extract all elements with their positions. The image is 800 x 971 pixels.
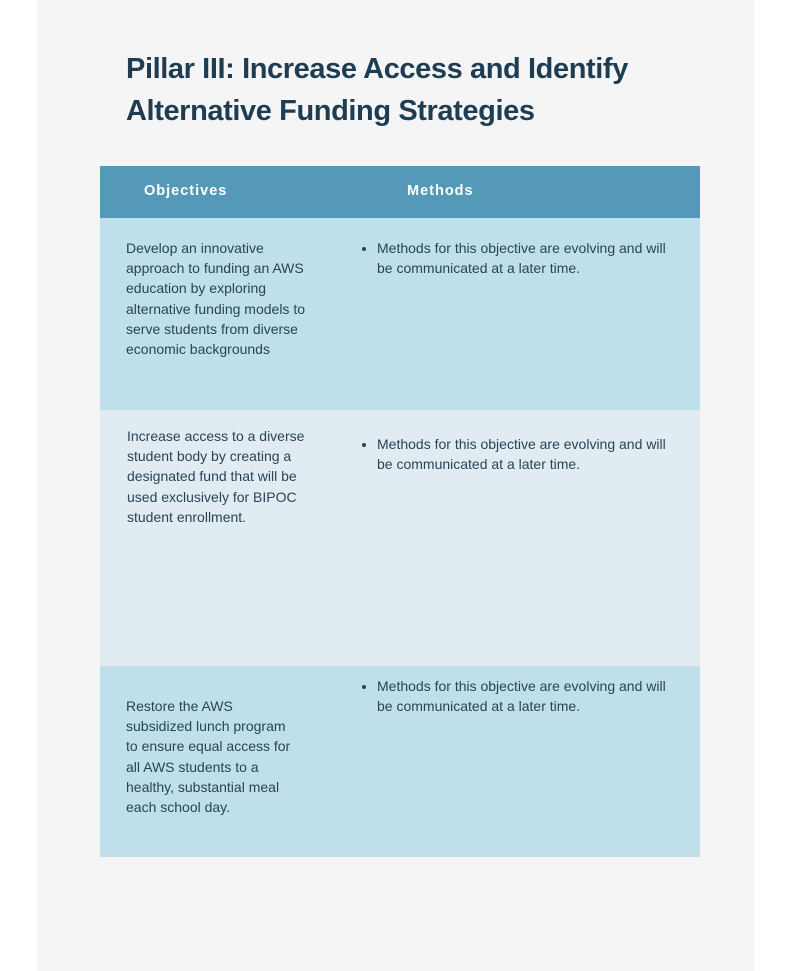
table-row [100,410,700,666]
table-row [100,218,700,410]
table-header [100,166,700,218]
objective-cell: Increase access to a diverse student body by creating a designated fund that will be used exclusively for BIPOC student enrollment. [127,428,305,525]
page-title: Pillar III: Increase Access and Identify Alternative Funding Strategies [126,53,628,127]
table-row [100,666,700,857]
objective-cell: Restore the AWS subsidized lunch program to ensure equal access for all AWS students to a healthy, substantial meal each school day. [126,698,291,816]
methods-list [359,434,677,474]
methods-list [359,238,677,278]
objectives-table [100,166,700,857]
methods-list [359,676,677,716]
method-item: • Methods for this objective are evolving and will be communicated at a later time. [377,676,677,716]
method-item: • Methods for this objective are evolving and will be communicated at a later time. [377,238,677,278]
method-item: • Methods for this objective are evolving and will be communicated at a later time. [377,434,677,474]
objective-cell: Develop an innovative approach to funding an AWS education by exploring alternative funding models to serve students from diverse economic backgrounds [126,240,305,358]
header-objectives: Objectives [144,183,228,199]
header-methods: Methods [407,183,474,199]
